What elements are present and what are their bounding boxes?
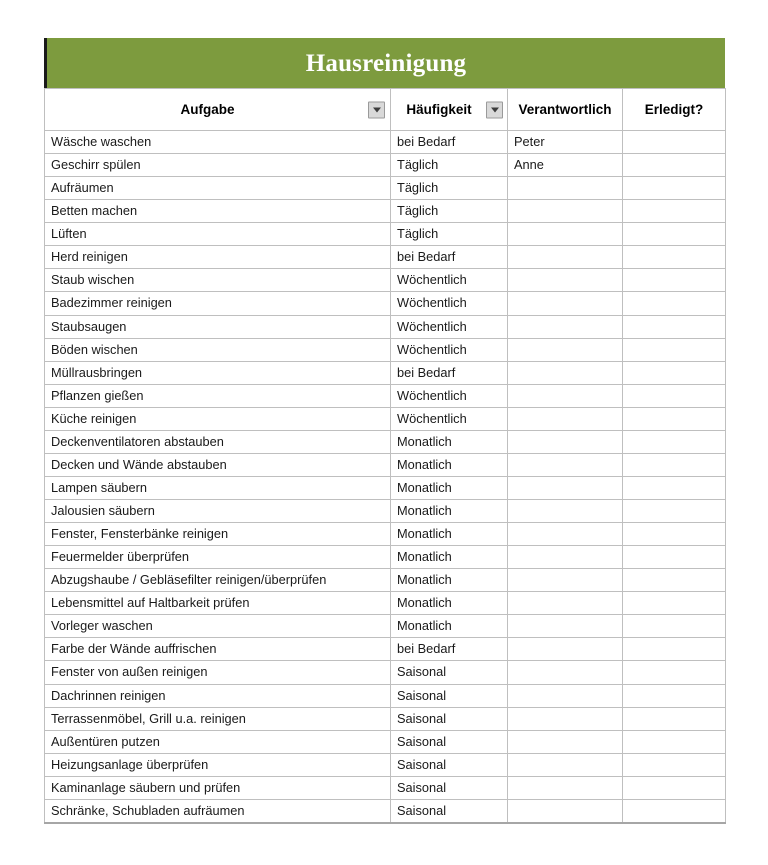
cell-task-text: Pflanzen gießen <box>51 387 144 403</box>
cell-frequency[interactable] <box>391 269 508 292</box>
table-row <box>45 684 726 707</box>
cell-task-text: Müllrausbringen <box>51 364 143 380</box>
cell-responsible[interactable] <box>508 292 623 315</box>
cell-frequency[interactable] <box>391 131 508 154</box>
table-row <box>45 453 726 476</box>
cell-frequency[interactable] <box>391 799 508 823</box>
cell-task-text: Dachrinnen reinigen <box>51 687 166 703</box>
cell-responsible[interactable] <box>508 661 623 684</box>
cell-done[interactable] <box>623 407 726 430</box>
cell-task-text: Aufräumen <box>51 180 114 196</box>
cell-responsible[interactable] <box>508 730 623 753</box>
cell-responsible[interactable] <box>508 407 623 430</box>
cell-task[interactable] <box>45 615 391 638</box>
chevron-down-icon <box>491 107 499 112</box>
cell-done[interactable] <box>623 799 726 823</box>
cell-frequency-text: Wöchentlich <box>397 272 467 288</box>
table-row <box>45 546 726 569</box>
cell-task-text: Fenster, Fensterbänke reinigen <box>51 526 229 542</box>
cell-task[interactable] <box>45 361 391 384</box>
cell-task-text: Abzugshaube / Gebläsefilter reinigen/überprüfen <box>51 572 327 588</box>
cell-task[interactable] <box>45 246 391 269</box>
cell-task-text: Jalousien säubern <box>51 503 155 519</box>
cell-frequency[interactable] <box>391 730 508 753</box>
cell-frequency-text: Saisonal <box>397 687 447 703</box>
table-row <box>45 430 726 453</box>
cell-frequency-text: Täglich <box>397 157 439 173</box>
cell-task-text: Decken und Wände abstauben <box>51 456 227 472</box>
cell-done[interactable] <box>623 269 726 292</box>
cell-responsible[interactable] <box>508 500 623 523</box>
cell-responsible[interactable] <box>508 638 623 661</box>
cell-task-text: Vorleger waschen <box>51 618 153 634</box>
cell-frequency[interactable] <box>391 338 508 361</box>
table-row <box>45 338 726 361</box>
cell-frequency-text: Saisonal <box>397 779 447 795</box>
cell-task[interactable] <box>45 131 391 154</box>
cell-frequency[interactable] <box>391 430 508 453</box>
cell-task[interactable] <box>45 453 391 476</box>
cell-task[interactable] <box>45 500 391 523</box>
cell-frequency-text: bei Bedarf <box>397 249 456 265</box>
table-row <box>45 131 726 154</box>
cell-done[interactable] <box>623 361 726 384</box>
cell-done[interactable] <box>623 292 726 315</box>
cell-done[interactable] <box>623 200 726 223</box>
cell-frequency-text: Monatlich <box>397 479 452 495</box>
filter-dropdown-icon-aufgabe[interactable] <box>368 101 385 118</box>
cell-task[interactable] <box>45 154 391 177</box>
cell-done[interactable] <box>623 338 726 361</box>
cell-done[interactable] <box>623 476 726 499</box>
cell-frequency-text: Täglich <box>397 226 439 242</box>
cell-responsible[interactable] <box>508 546 623 569</box>
cell-frequency[interactable] <box>391 684 508 707</box>
cell-frequency-text: Saisonal <box>397 802 447 818</box>
cell-frequency-text: Saisonal <box>397 664 447 680</box>
cell-responsible[interactable] <box>508 315 623 338</box>
cell-frequency[interactable] <box>391 569 508 592</box>
cell-responsible[interactable] <box>508 776 623 799</box>
cell-task-text: Küche reinigen <box>51 410 137 426</box>
table-row <box>45 361 726 384</box>
table-row <box>45 223 726 246</box>
cell-done[interactable] <box>623 223 726 246</box>
cell-task[interactable] <box>45 200 391 223</box>
cell-frequency-text: bei Bedarf <box>397 641 456 657</box>
cleaning-schedule-table <box>44 88 726 824</box>
cell-responsible[interactable] <box>508 753 623 776</box>
cell-task-text: Betten machen <box>51 203 138 219</box>
cell-task-text: Außentüren putzen <box>51 733 160 749</box>
cell-responsible[interactable] <box>508 707 623 730</box>
cell-frequency-text: bei Bedarf <box>397 364 456 380</box>
table-row <box>45 776 726 799</box>
table-row <box>45 154 726 177</box>
cell-task-text: Terrassenmöbel, Grill u.a. reinigen <box>51 710 246 726</box>
table-body <box>45 131 726 823</box>
cell-frequency[interactable] <box>391 638 508 661</box>
cell-responsible[interactable] <box>508 131 623 154</box>
cell-responsible[interactable] <box>508 177 623 200</box>
table-row <box>45 730 726 753</box>
table-row <box>45 500 726 523</box>
table-row <box>45 569 726 592</box>
cell-done[interactable] <box>623 384 726 407</box>
table-header <box>45 89 726 131</box>
cell-done[interactable] <box>623 684 726 707</box>
cell-done[interactable] <box>623 315 726 338</box>
cell-responsible[interactable] <box>508 799 623 823</box>
cell-task[interactable] <box>45 638 391 661</box>
cell-responsible[interactable] <box>508 200 623 223</box>
cell-frequency-text: Täglich <box>397 180 439 196</box>
cell-task[interactable] <box>45 799 391 823</box>
cell-frequency[interactable] <box>391 453 508 476</box>
table-row <box>45 799 726 823</box>
cell-task[interactable] <box>45 730 391 753</box>
column-header-verantwortlich[interactable] <box>508 89 623 131</box>
cell-task[interactable] <box>45 661 391 684</box>
cell-task-text: Staubsaugen <box>51 318 127 334</box>
cell-task-text: Schränke, Schubladen aufräumen <box>51 802 245 818</box>
cell-done[interactable] <box>623 592 726 615</box>
cell-frequency-text: Monatlich <box>397 503 452 519</box>
cell-responsible-text: Anne <box>514 157 544 173</box>
table-row <box>45 200 726 223</box>
cell-frequency-text: Wöchentlich <box>397 295 467 311</box>
cell-responsible[interactable] <box>508 523 623 546</box>
cell-frequency[interactable] <box>391 476 508 499</box>
cell-task[interactable] <box>45 177 391 200</box>
cell-frequency[interactable] <box>391 154 508 177</box>
table-row <box>45 523 726 546</box>
cell-task[interactable] <box>45 592 391 615</box>
cell-task-text: Badezimmer reinigen <box>51 295 172 311</box>
cell-task-text: Feuermelder überprüfen <box>51 549 189 565</box>
cell-frequency[interactable] <box>391 315 508 338</box>
cell-task[interactable] <box>45 407 391 430</box>
cell-frequency-text: Wöchentlich <box>397 387 467 403</box>
column-header-erledigt[interactable] <box>623 89 726 131</box>
cell-frequency-text: Wöchentlich <box>397 410 467 426</box>
cell-done[interactable] <box>623 638 726 661</box>
cell-task-text: Böden wischen <box>51 341 138 357</box>
cell-task[interactable] <box>45 476 391 499</box>
cell-responsible[interactable] <box>508 154 623 177</box>
cell-done[interactable] <box>623 430 726 453</box>
cell-task-text: Lüften <box>51 226 87 242</box>
table-row <box>45 638 726 661</box>
cell-done[interactable] <box>623 131 726 154</box>
cell-frequency[interactable] <box>391 223 508 246</box>
cell-done[interactable] <box>623 177 726 200</box>
cell-frequency[interactable] <box>391 407 508 430</box>
cell-responsible[interactable] <box>508 569 623 592</box>
cell-task[interactable] <box>45 776 391 799</box>
cell-frequency[interactable] <box>391 177 508 200</box>
cell-responsible-text: Peter <box>514 134 545 150</box>
cell-responsible[interactable] <box>508 453 623 476</box>
cell-task-text: Deckenventilatoren abstauben <box>51 433 224 449</box>
cell-task-text: Geschirr spülen <box>51 157 141 173</box>
cell-done[interactable] <box>623 707 726 730</box>
cell-task[interactable] <box>45 523 391 546</box>
cell-done[interactable] <box>623 453 726 476</box>
cell-done[interactable] <box>623 569 726 592</box>
cell-frequency-text: Saisonal <box>397 710 447 726</box>
cell-done[interactable] <box>623 246 726 269</box>
table-row <box>45 592 726 615</box>
cell-task-text: Lampen säubern <box>51 479 148 495</box>
table-row <box>45 707 726 730</box>
cell-frequency-text: Monatlich <box>397 549 452 565</box>
table-row <box>45 476 726 499</box>
cell-task-text: Lebensmittel auf Haltbarkeit prüfen <box>51 595 250 611</box>
cell-task[interactable] <box>45 569 391 592</box>
table-row <box>45 753 726 776</box>
cell-task[interactable] <box>45 546 391 569</box>
cell-task[interactable] <box>45 269 391 292</box>
cell-frequency[interactable] <box>391 615 508 638</box>
cell-frequency[interactable] <box>391 707 508 730</box>
cell-frequency-text: bei Bedarf <box>397 134 456 150</box>
cell-frequency[interactable] <box>391 500 508 523</box>
cell-frequency[interactable] <box>391 592 508 615</box>
cell-frequency-text: Täglich <box>397 203 439 219</box>
cell-responsible[interactable] <box>508 384 623 407</box>
cell-done[interactable] <box>623 154 726 177</box>
cell-frequency-text: Saisonal <box>397 756 447 772</box>
cell-responsible[interactable] <box>508 430 623 453</box>
cell-task[interactable] <box>45 753 391 776</box>
table-row <box>45 661 726 684</box>
table-row <box>45 269 726 292</box>
cell-responsible[interactable] <box>508 592 623 615</box>
column-header-aufgabe[interactable] <box>45 89 391 131</box>
header-row <box>45 89 726 131</box>
cell-frequency-text: Wöchentlich <box>397 318 467 334</box>
cell-frequency-text: Monatlich <box>397 526 452 542</box>
filter-dropdown-icon-haeufigkeit[interactable] <box>486 101 503 118</box>
table-row <box>45 615 726 638</box>
spreadsheet-sheet <box>44 38 725 824</box>
cell-task-text: Fenster von außen reinigen <box>51 664 208 680</box>
cell-frequency-text: Saisonal <box>397 733 447 749</box>
cell-frequency-text: Monatlich <box>397 456 452 472</box>
cell-responsible[interactable] <box>508 338 623 361</box>
cell-task[interactable] <box>45 315 391 338</box>
table-row <box>45 177 726 200</box>
cell-responsible[interactable] <box>508 223 623 246</box>
cell-done[interactable] <box>623 500 726 523</box>
cell-frequency[interactable] <box>391 753 508 776</box>
cell-frequency-text: Monatlich <box>397 433 452 449</box>
column-header-haeufigkeit[interactable] <box>391 89 508 131</box>
cell-task-text: Staub wischen <box>51 272 135 288</box>
cell-responsible[interactable] <box>508 684 623 707</box>
cell-task[interactable] <box>45 384 391 407</box>
cell-frequency[interactable] <box>391 292 508 315</box>
cell-done[interactable] <box>623 776 726 799</box>
cell-frequency[interactable] <box>391 523 508 546</box>
column-header-label-aufgabe: Aufgabe <box>180 102 235 117</box>
table-row <box>45 384 726 407</box>
cell-task[interactable] <box>45 684 391 707</box>
cell-task[interactable] <box>45 338 391 361</box>
table-row <box>45 246 726 269</box>
cell-task[interactable] <box>45 430 391 453</box>
cell-responsible[interactable] <box>508 476 623 499</box>
cell-task-text: Kaminanlage säubern und prüfen <box>51 779 241 795</box>
cell-frequency-text: Monatlich <box>397 595 452 611</box>
cell-frequency[interactable] <box>391 776 508 799</box>
cell-task-text: Heizungsanlage überprüfen <box>51 756 209 772</box>
column-header-label-verantwortlich: Verantwortlich <box>518 102 612 117</box>
cell-frequency[interactable] <box>391 246 508 269</box>
cell-done[interactable] <box>623 546 726 569</box>
cell-task-text: Farbe der Wände auffrischen <box>51 641 217 657</box>
cell-done[interactable] <box>623 661 726 684</box>
cell-task[interactable] <box>45 223 391 246</box>
cell-responsible[interactable] <box>508 361 623 384</box>
cell-task[interactable] <box>45 292 391 315</box>
cell-frequency[interactable] <box>391 200 508 223</box>
table-row <box>45 407 726 430</box>
cell-task-text: Herd reinigen <box>51 249 128 265</box>
cell-responsible[interactable] <box>508 269 623 292</box>
cell-frequency-text: Wöchentlich <box>397 341 467 357</box>
cell-task-text: Wäsche waschen <box>51 134 152 150</box>
cell-frequency[interactable] <box>391 661 508 684</box>
cell-frequency[interactable] <box>391 546 508 569</box>
table-row <box>45 315 726 338</box>
cell-frequency-text: Monatlich <box>397 572 452 588</box>
cell-frequency-text: Monatlich <box>397 618 452 634</box>
column-header-label-haeufigkeit: Häufigkeit <box>406 102 472 117</box>
chevron-down-icon <box>373 107 381 112</box>
column-header-label-erledigt: Erledigt? <box>644 102 704 117</box>
page-title: Hausreinigung <box>305 49 467 77</box>
cell-frequency[interactable] <box>391 384 508 407</box>
cell-done[interactable] <box>623 523 726 546</box>
cell-responsible[interactable] <box>508 615 623 638</box>
cell-responsible[interactable] <box>508 246 623 269</box>
cell-task[interactable] <box>45 707 391 730</box>
title-banner <box>44 38 725 88</box>
cell-done[interactable] <box>623 753 726 776</box>
table-row <box>45 292 726 315</box>
cell-done[interactable] <box>623 730 726 753</box>
cell-done[interactable] <box>623 615 726 638</box>
cell-frequency[interactable] <box>391 361 508 384</box>
